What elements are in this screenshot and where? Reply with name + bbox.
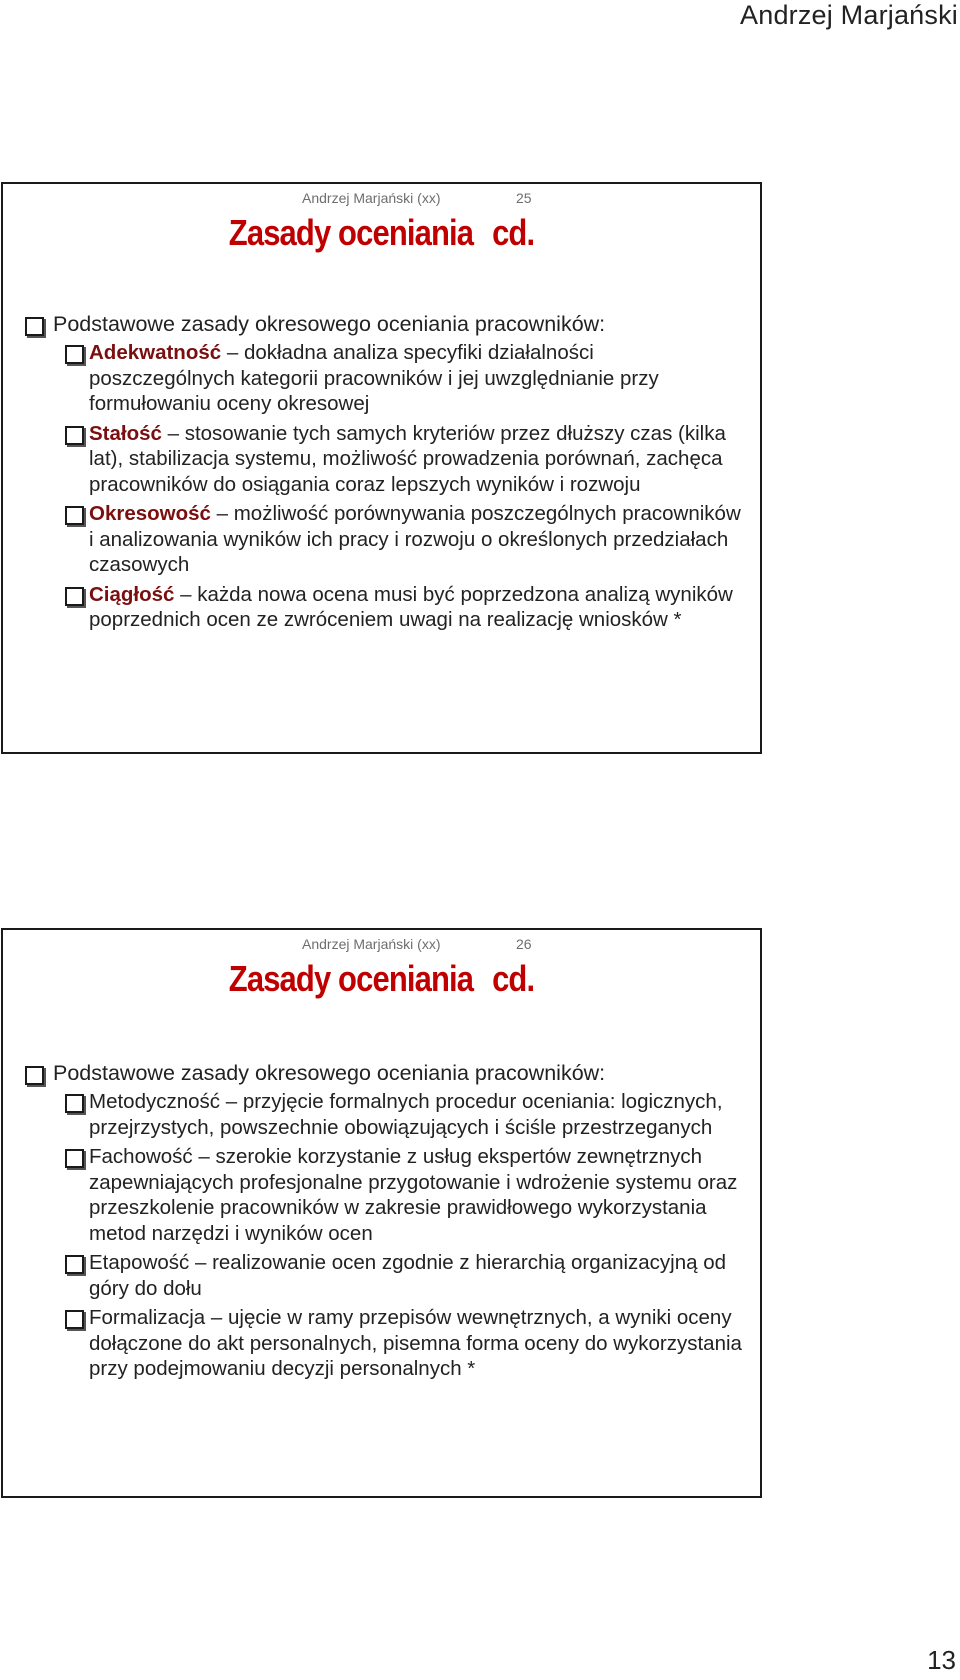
slide-title-suffix: cd. — [492, 958, 535, 999]
principle-description: – każda nowa ocena musi być poprzedzona analizą wyników poprzednich ocen ze zwróceniem uwagi na realizację wniosków * — [89, 582, 733, 631]
page-header-author: Andrzej Marjański — [740, 0, 958, 30]
principle-description: – stosowanie tych samych kryteriów przez dłuższy czas (kilka lat), stabilizacja systemu, możliwość prowadzenia porównań, zachęca pracowników do osiągania coraz lepszych wyników i rozwoju — [89, 421, 726, 496]
checkbox-bullet-icon — [65, 1094, 84, 1113]
slide-26 — [1, 928, 762, 1498]
slide-title-suffix: cd. — [492, 212, 535, 253]
principle-term: Stałość — [89, 421, 162, 445]
slide-title-main: Zasady oceniania — [228, 958, 474, 999]
slide-number: 26 — [516, 936, 532, 952]
principles-list — [65, 1089, 742, 1386]
slide-author: Andrzej Marjański (xx) — [302, 190, 441, 206]
principle-term: Okresowość — [89, 502, 211, 525]
list-item — [65, 1250, 742, 1301]
checkbox-bullet-icon — [65, 426, 84, 445]
principle-description: – przyjęcie formalnych procedur oceniania: logicznych, przejrzystych, powszechnie obowiązujących i ściśle przestrzeganych — [89, 1090, 723, 1139]
slide-author: Andrzej Marjański (xx) — [302, 936, 441, 952]
principle-description: – ujęcie w ramy przepisów wewnętrznych, a wyniki oceny dołączone do akt personalnych, pisemna forma oceny do wykorzystania przy podejmowaniu decyzji personalnych * — [89, 1306, 742, 1380]
checkbox-bullet-icon — [25, 1066, 44, 1085]
principle-description: – możliwość porównywania poszczególnych pracowników i analizowania wyników ich pracy i rozwoju o określonych przedziałach czasowych — [89, 502, 741, 576]
list-item — [65, 501, 742, 578]
slide-number: 25 — [516, 190, 532, 206]
intro-bullet — [25, 1061, 750, 1086]
checkbox-bullet-icon — [65, 506, 84, 525]
slide-title — [56, 958, 707, 1000]
principle-term: Ciągłość — [89, 582, 175, 606]
principles-list — [65, 340, 742, 637]
principle-description: – dokładna analiza specyfiki działalności poszczególnych kategorii pracowników i jej uwzględnianie przy formułowaniu oceny okresowej — [89, 341, 659, 415]
principle-term: Formalizacja — [89, 1306, 206, 1329]
intro-text: Podstawowe zasady okresowego oceniania pracowników: — [53, 1061, 606, 1085]
principle-description: – szerokie korzystanie z usług ekspertów zewnętrznych zapewniających profesjonalne przygotowanie i wdrożenie systemu oraz przeszkolenie pracowników w zakresie prawidłowego wykorzystania metod narzędzi i wyników ocen — [89, 1145, 738, 1245]
list-item — [65, 421, 742, 498]
checkbox-bullet-icon — [65, 1310, 84, 1329]
list-item — [65, 1305, 742, 1382]
principle-term: Etapowość — [89, 1251, 190, 1274]
list-item — [65, 582, 742, 633]
principle-description: – realizowanie ocen zgodnie z hierarchią organizacyjną od góry do dołu — [89, 1251, 727, 1300]
slide-title — [56, 212, 707, 254]
slide-title-main: Zasady oceniania — [228, 212, 474, 253]
list-item — [65, 340, 742, 417]
checkbox-bullet-icon — [25, 317, 44, 336]
checkbox-bullet-icon — [65, 345, 84, 364]
slide-25 — [1, 182, 762, 754]
checkbox-bullet-icon — [65, 1149, 84, 1168]
principle-term: Adekwatność — [89, 341, 222, 364]
intro-text: Podstawowe zasady okresowego oceniania pracowników: — [53, 312, 606, 336]
intro-bullet — [25, 312, 750, 337]
page-number: 13 — [927, 1645, 956, 1675]
principle-term: Fachowość — [89, 1145, 193, 1168]
list-item — [65, 1089, 742, 1140]
checkbox-bullet-icon — [65, 587, 84, 606]
list-item — [65, 1144, 742, 1246]
principle-term: Metodyczność — [89, 1090, 221, 1113]
checkbox-bullet-icon — [65, 1255, 84, 1274]
